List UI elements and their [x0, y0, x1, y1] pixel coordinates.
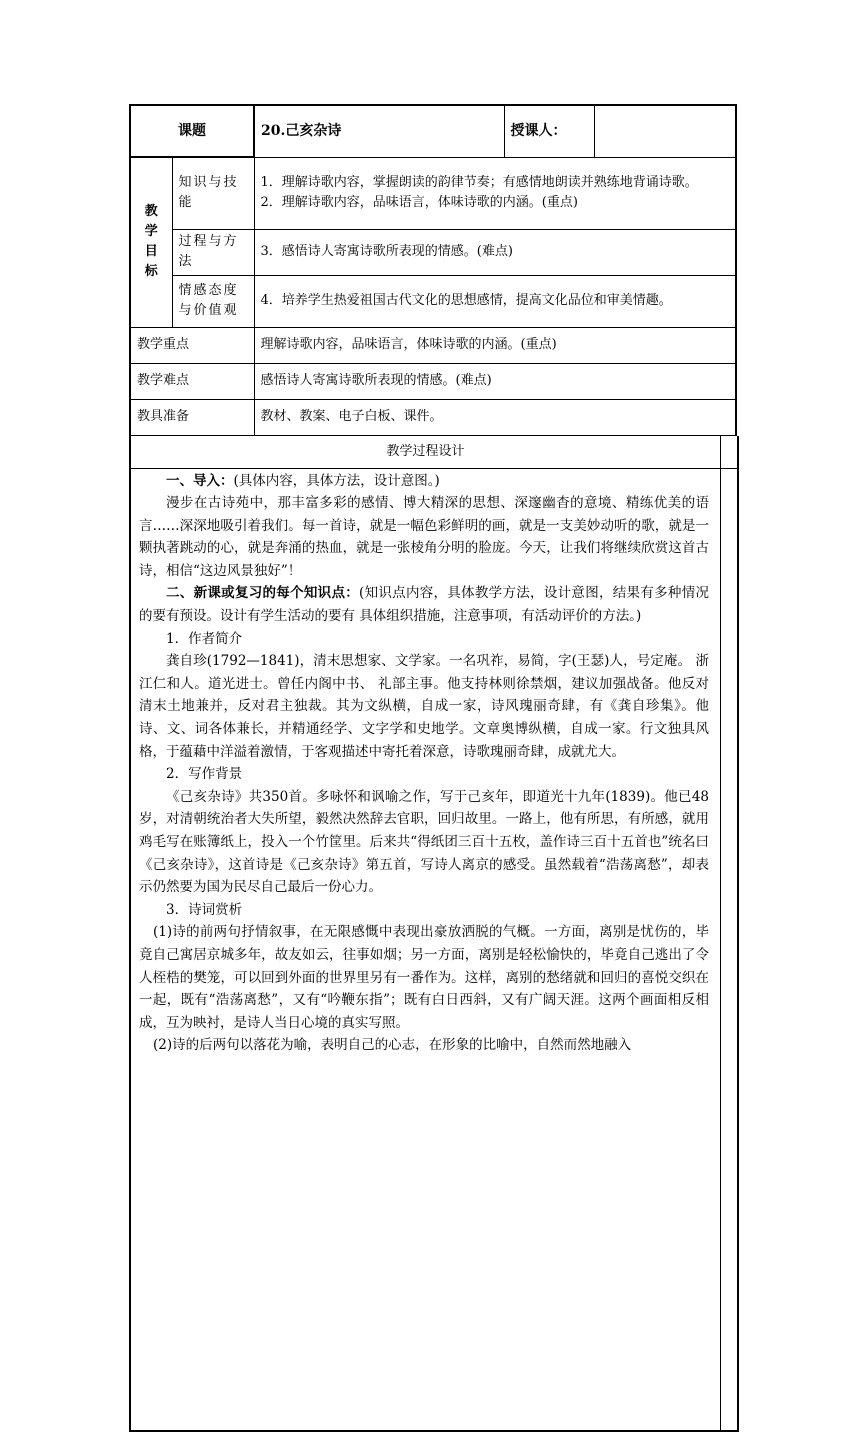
key-point-label: 教学重点 [130, 327, 254, 363]
goal-category: 过程与方法 [172, 229, 254, 275]
difficulty-label: 教学难点 [130, 363, 254, 399]
author-intro-text: 龚自珍(1792—1841)，清末思想家、文学家。一名巩祚，易简，字(王瑟)人，号定庵。 浙江仁和人。道光进士。曾任内阁中书、 礼部主事。他支持林则徐禁烟，建议加强战备。他反对清末土地兼并，反对君主独裁。其为文纵横，自成一家，诗风瑰丽奇肆，有《龚自珍集》。他诗、文、词各体兼长，并精通经学、文字学和史地学。文章奥博纵横，自成一家。行文独具风格，于蕴藉中洋溢着激情，于客观描述中寄托着深意，诗歌瑰丽奇肆，成就尤大。 [139, 653, 709, 760]
difficulty-value: 感悟诗人寄寓诗歌所表现的情感。(难点) [254, 363, 736, 399]
materials-label: 教具准备 [130, 399, 254, 435]
section-title: 2．写作背景 [166, 766, 243, 783]
materials-value: 教材、教案、电子白板、课件。 [254, 399, 736, 435]
goal-category: 情感态度与价值观 [172, 275, 254, 327]
key-point-value: 理解诗歌内容，品味语言，体味诗歌的内涵。(重点) [254, 327, 736, 363]
appreciation-paragraph: (1)诗的前两句抒情叙事，在无限感慨中表现出豪放洒脱的气概。一方面，离别是忧伤的，毕竟自己寓居京城多年，故友如云，往事如烟；另一方面，离别是轻松愉快的，毕竟自己逃出了令人桎梏的樊笼，可以回到外面的世界里另有一番作为。这样，离别的愁绪就和回归的喜悦交织在一起，既有“浩荡离愁”，又有“吟鞭东指”；既有白日西斜，又有广阔天涯。这两个画面相反相成，互为映衬，是诗人当日心境的真实写照。 [139, 924, 709, 1031]
goal-category: 知识与技能 [172, 157, 254, 229]
lesson-plan [129, 104, 735, 1432]
topic-value: 20.己亥杂诗 [254, 105, 504, 157]
topic-label: 课题 [130, 105, 254, 157]
goal-text: 3．感悟诗人寄寓诗歌所表现的情感。(难点) [254, 229, 736, 275]
process-body [139, 470, 709, 1057]
goal-text: 4．培养学生热爱祖国古代文化的思想感情，提高文化品位和审美情趣。 [254, 275, 736, 327]
new-lesson-heading: 二、新课或复习的每个知识点： [166, 585, 360, 602]
intro-text: 漫步在古诗苑中，那丰富多彩的感情、博大精深的思想、深邃幽杳的意境、精练优美的语言……深深地吸引着我们。每一首诗，就是一幅色彩鲜明的画，就是一支美妙动听的歌，就是一颗执著跳动的心，就是奔涌的热血，就是一张棱角分明的脸庞。今天，让我们将继续欣赏这首古诗，相信“这边风景独好”！ [139, 495, 709, 579]
goal-text: 1．理解诗歌内容，掌握朗读的韵律节奏；有感情地朗读并熟练地背诵诗歌。 2．理解诗歌内容，品味语言，体味诗歌的内涵。(重点) [254, 157, 736, 229]
process-header [131, 436, 737, 469]
goals-label: 教 学 目 标 [130, 157, 172, 327]
teacher-label: 授课人： [504, 105, 594, 157]
process-title: 教学过程设计 [131, 436, 721, 468]
section-title: 1．作者简介 [166, 630, 243, 647]
background-text: 《己亥杂诗》共350首。多咏怀和讽喻之作，写于己亥年，即道光十九年(1839)。他已48岁，对清朝统治者大失所望，毅然决然辞去官职，回归故里。一路上，他有所思，有所感，就用鸡毛写在账簿纸上，投入一个竹筐里。后来共“得纸团三百十五枚，盖作诗三百十五首也”统名曰《己亥杂诗》，这首诗是《己亥杂诗》第五首，写诗人离京的感受。虽然载着“浩荡离愁”，却表示仍然要为国为民尽自己最后一份心力。 [139, 788, 709, 896]
lesson-info-table [129, 104, 737, 436]
section-title: 3．诗词赏析 [166, 901, 243, 918]
appreciation-paragraph: (2)诗的后两句以落花为喻，表明自己的心志，在形象的比喻中，自然而然地融入 [153, 1037, 632, 1054]
right-divider [720, 436, 721, 1430]
teacher-value [594, 105, 736, 157]
new-lesson-note: (知识点内容，具体教学方法，设计意图，结果有多种情况的要有预设。设计有学生活动的要有 具体组织措施，注意事项，有活动评价的方法。) [139, 585, 709, 625]
intro-note: (具体内容，具体方法，设计意图。) [233, 472, 440, 489]
process-section [129, 436, 739, 1432]
intro-heading: 一、导入： [166, 472, 234, 489]
